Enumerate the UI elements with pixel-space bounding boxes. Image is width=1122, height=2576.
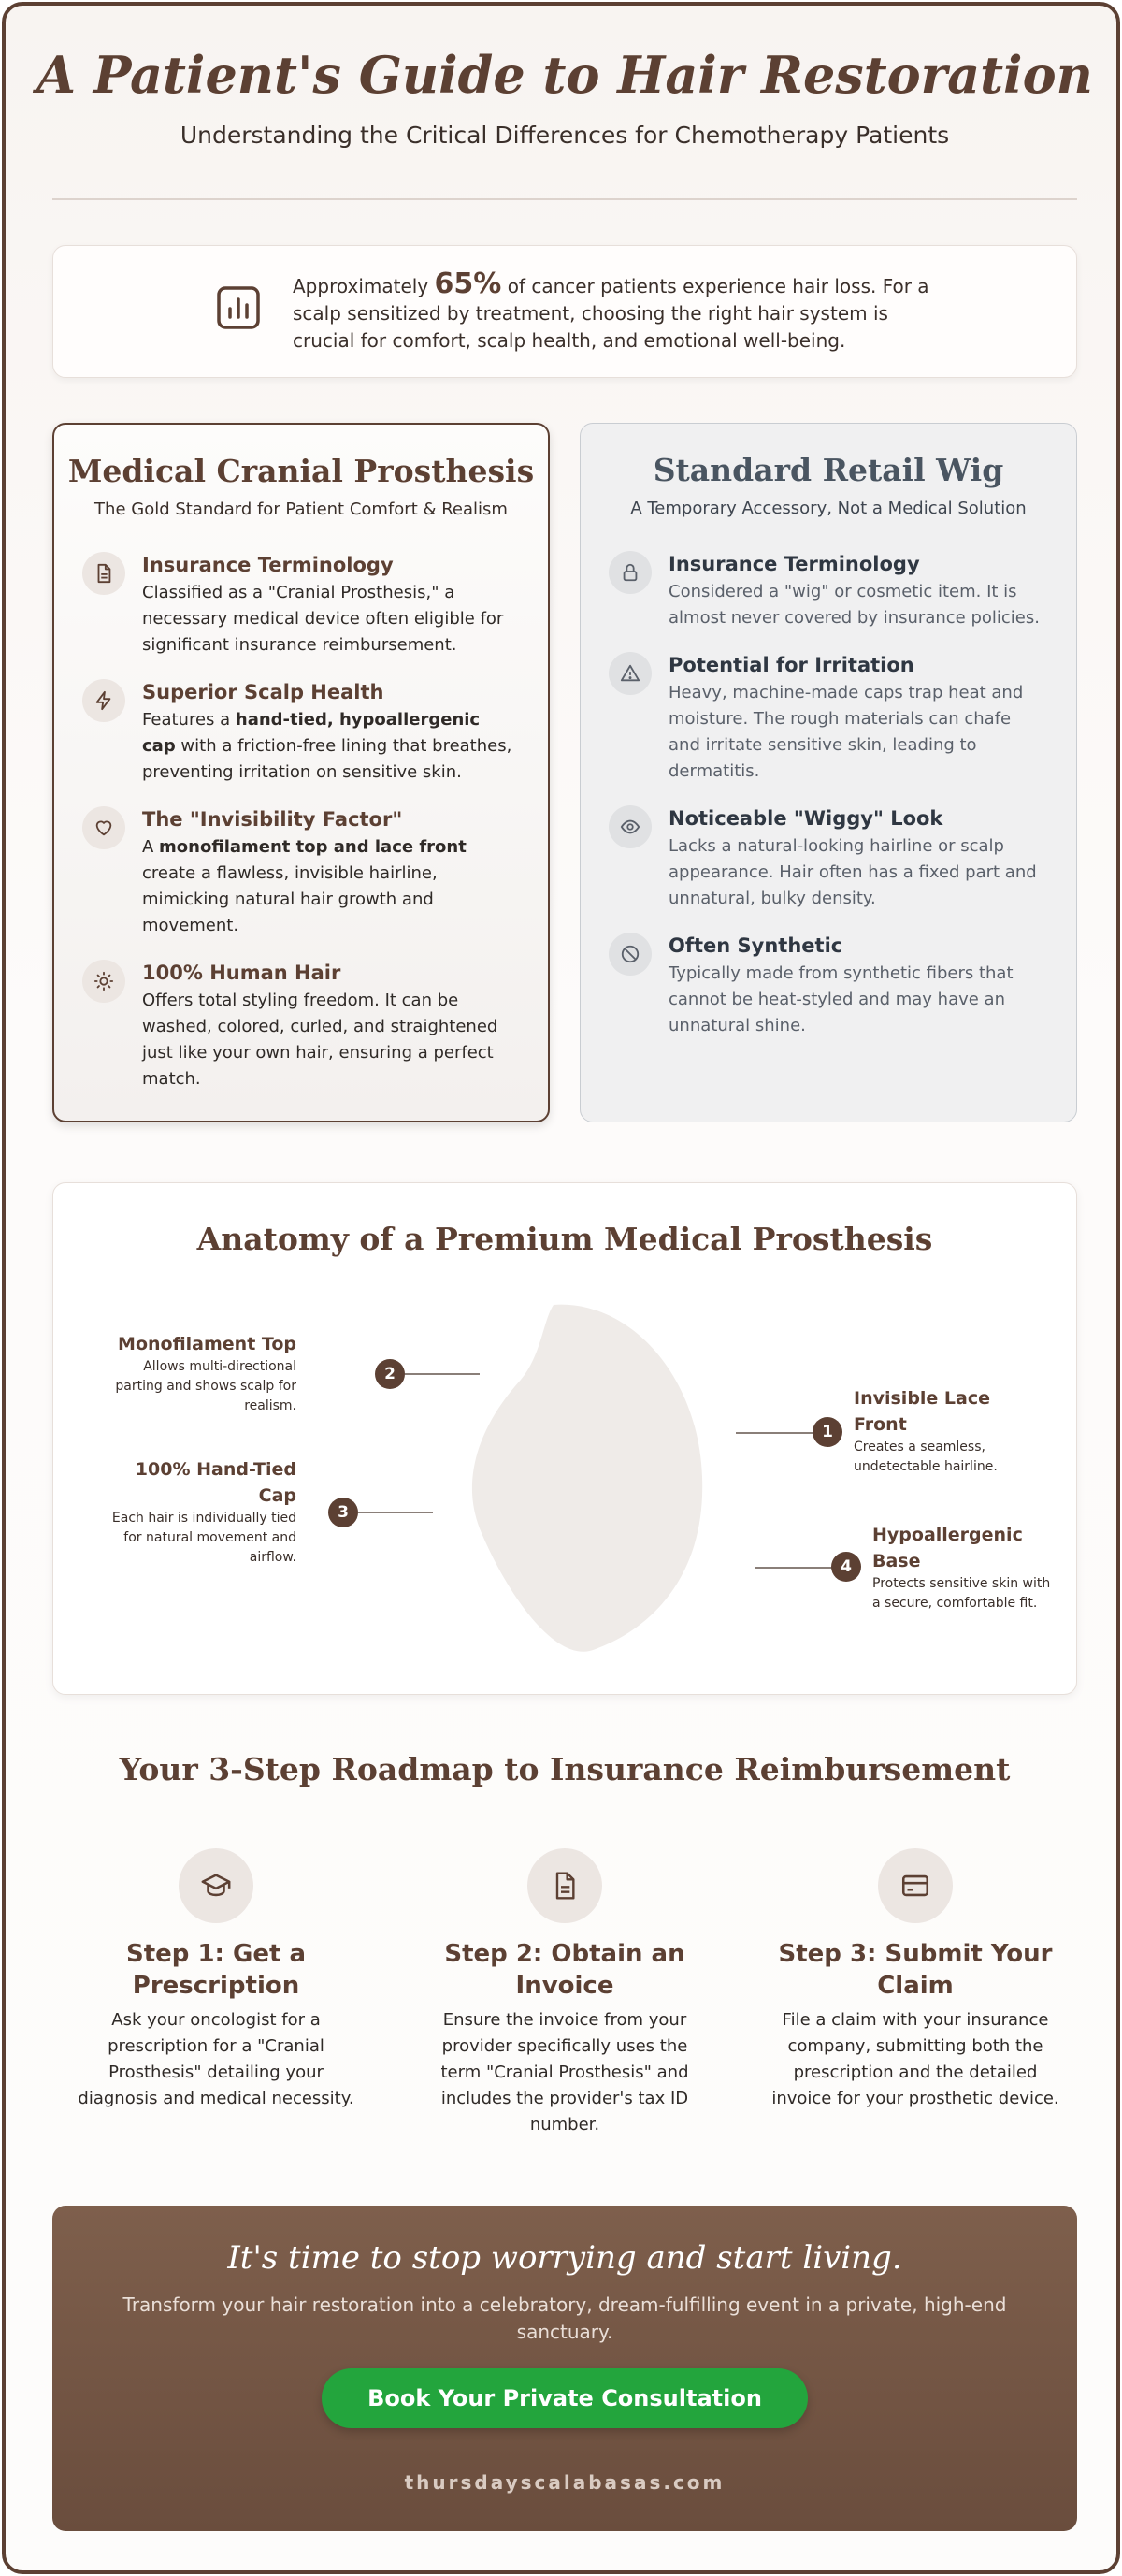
callout-number: 4 <box>831 1552 861 1582</box>
item-heading: 100% Human Hair <box>142 962 341 984</box>
stat-prefix: Approximately <box>293 275 429 297</box>
item-body: Features a hand-tied, hypoallergenic cap with a friction-free lining that breathes, preventing irritation on sensitive skin. <box>142 710 512 782</box>
cta-subtitle: Transform your hair restoration into a celebratory, dream-fulfilling event in a private, high-end sanctuary. <box>122 2294 1007 2343</box>
label-heading: Monofilament Top <box>118 1334 296 1354</box>
heart-icon <box>82 806 125 849</box>
callout-line <box>405 1373 480 1375</box>
label-description: Creates a seamless, undetectable hairline. <box>854 1440 998 1474</box>
step-heading: Step 1: Get a Prescription <box>126 1940 306 2000</box>
bar-chart-icon <box>216 285 261 330</box>
step-body: Ask your oncologist for a prescription for a "Cranial Prosthesis" detailing your diagnosis and medical necessity. <box>78 2010 354 2108</box>
label-description: Protects sensitive skin with a secure, comfortable fit. <box>872 1576 1051 1611</box>
label-description: Each hair is individually tied for natural movement and airflow. <box>111 1511 296 1565</box>
item-body: Typically made from synthetic fibers that cannot be heat-styled and may have an unnatural shine. <box>669 963 1014 1035</box>
book-consultation-button[interactable]: Book Your Private Consultation <box>322 2368 808 2428</box>
lightbulb-icon <box>82 960 125 1003</box>
callout-number: 3 <box>328 1498 358 1527</box>
prosthesis-illustration <box>465 1299 717 1655</box>
cta-title: It's time to stop worrying and start living. <box>227 2239 902 2277</box>
document-icon <box>527 1848 602 1923</box>
step-heading: Step 2: Obtain an Invoice <box>444 1940 685 2000</box>
item-heading: Superior Scalp Health <box>142 681 384 703</box>
medical-card-title: Medical Cranial Prosthesis <box>67 453 535 489</box>
warning-icon <box>609 652 652 695</box>
retail-card-title: Standard Retail Wig <box>653 452 1004 488</box>
page-subtitle: Understanding the Critical Differences for Chemotherapy Patients <box>180 122 950 149</box>
lock-icon <box>609 551 652 594</box>
step-heading: Step 3: Submit Your Claim <box>778 1940 1053 2000</box>
anatomy-title: Anatomy of a Premium Medical Prosthesis <box>196 1221 933 1257</box>
prohibited-icon <box>609 933 652 976</box>
step-body: File a claim with your insurance company, submitting both the prescription and the detailed invoice for your prosthetic device. <box>771 2010 1059 2108</box>
item-heading: Insurance Terminology <box>142 554 394 576</box>
infographic-page <box>2 2 1120 2574</box>
eye-icon <box>609 805 652 848</box>
item-heading: Potential for Irritation <box>669 654 914 676</box>
item-body: Classified as a "Cranial Prosthesis," a necessary medical device often eligible for significant insurance reimbursement. <box>142 583 504 655</box>
stat-suffix: of cancer patients experience hair loss. For a scalp sensitized by treatment, choosing the right hair system is crucial for comfort, scalp health, and emotional well-being. <box>293 275 929 352</box>
anatomy-section <box>52 1182 1077 1695</box>
callout-number: 2 <box>375 1359 405 1389</box>
header-divider <box>52 198 1077 200</box>
label-heading: 100% Hand-Tied Cap <box>135 1459 296 1506</box>
anatomy-label-hand-tied <box>100 1456 296 1568</box>
label-heading: Hypoallergenic Base <box>872 1525 1023 1571</box>
label-heading: Invisible Lace Front <box>854 1388 991 1435</box>
stat-text <box>293 270 947 355</box>
retail-card-subtitle: A Temporary Accessory, Not a Medical Solution <box>630 499 1027 518</box>
item-body: Considered a "wig" or cosmetic item. It is almost never covered by insurance policies. <box>669 582 1040 628</box>
item-body: Heavy, machine-made caps trap heat and moisture. The rough materials can chafe and irritate sensitive skin, leading to dermatitis. <box>669 683 1024 781</box>
item-heading: Often Synthetic <box>669 934 843 957</box>
cta-banner <box>52 2206 1077 2531</box>
medical-card-subtitle: The Gold Standard for Patient Comfort & Realism <box>94 499 508 519</box>
item-heading: The "Invisibility Factor" <box>142 808 403 831</box>
callout-line <box>358 1512 433 1513</box>
document-icon <box>82 552 125 595</box>
retail-wig-card <box>580 423 1077 1122</box>
callout-line <box>736 1432 814 1434</box>
item-heading: Noticeable "Wiggy" Look <box>669 807 943 830</box>
label-description: Allows multi-directional parting and shows scalp for realism. <box>115 1359 296 1413</box>
anatomy-label-lace-front <box>854 1385 1013 1477</box>
stat-value: 65% <box>434 268 502 300</box>
item-body: Lacks a natural-looking hairline or scalp appearance. Hair often has a fixed part and unnatural, bulky density. <box>669 836 1037 908</box>
lightning-icon <box>82 679 125 722</box>
graduation-cap-icon <box>179 1848 253 1923</box>
anatomy-label-monofilament <box>100 1331 296 1416</box>
medical-prosthesis-card <box>52 423 550 1122</box>
anatomy-label-hypoallergenic <box>872 1522 1059 1614</box>
credit-card-icon <box>878 1848 953 1923</box>
page-title: A Patient's Guide to Hair Restoration <box>36 45 1093 105</box>
item-heading: Insurance Terminology <box>669 553 920 575</box>
website-link[interactable]: thursdayscalabasas.com <box>404 2471 726 2494</box>
callout-number: 1 <box>813 1417 842 1447</box>
stat-callout <box>52 245 1077 378</box>
item-body: A monofilament top and lace front create a flawless, invisible hairline, mimicking natural hair growth and movement. <box>142 837 467 935</box>
step-body: Ensure the invoice from your provider specifically uses the term "Cranial Prosthesis" and includes the provider's tax ID number. <box>440 2010 689 2135</box>
roadmap-title: Your 3-Step Roadmap to Insurance Reimbursement <box>119 1751 1011 1787</box>
callout-line <box>755 1567 833 1569</box>
item-body: Offers total styling freedom. It can be washed, colored, curled, and straightened just like your own hair, ensuring a perfect match. <box>142 991 498 1089</box>
